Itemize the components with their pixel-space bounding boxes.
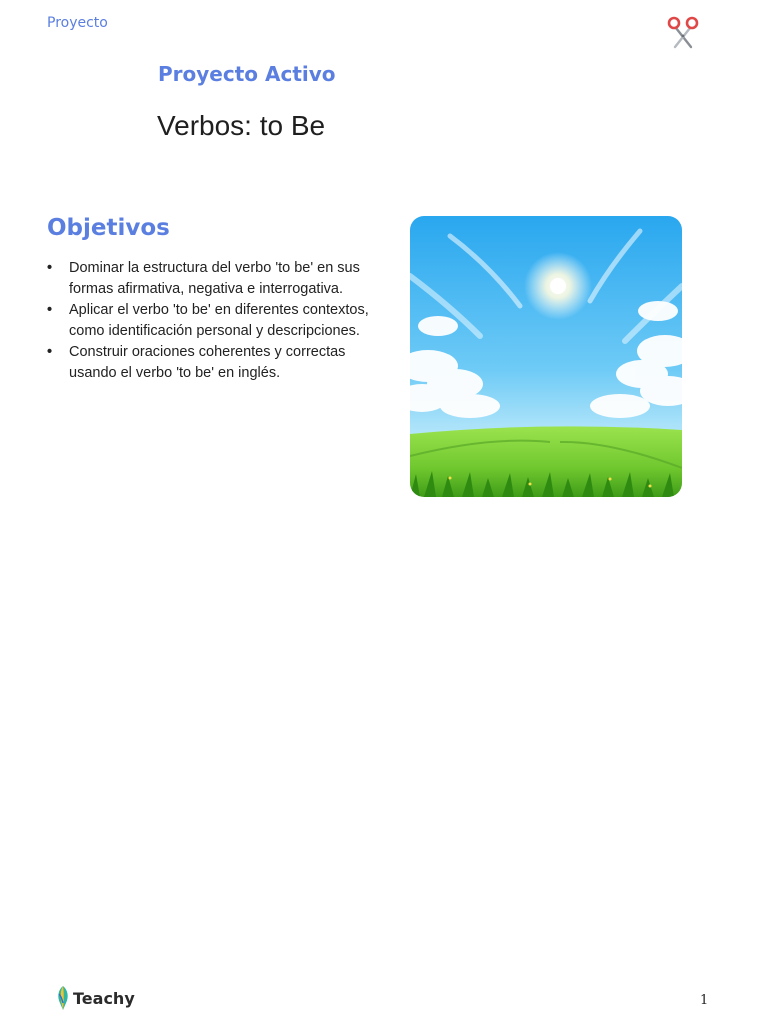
- objective-text: Dominar la estructura del verbo 'to be' en sus formas afirmativa, negativa e interrogativa.: [69, 260, 360, 297]
- teachy-logo-icon: [56, 985, 70, 1011]
- objective-text: Aplicar el verbo 'to be' en diferentes contextos, como identificación personal y descripciones.: [69, 302, 369, 339]
- objective-text: Construir oraciones coherentes y correctas usando el verbo 'to be' en inglés.: [69, 344, 346, 381]
- page-number: 1: [700, 993, 709, 1008]
- header-label: Proyecto: [47, 15, 108, 31]
- teachy-logo: [56, 984, 135, 1012]
- objectives-heading: Objetivos: [47, 215, 170, 241]
- project-status: Proyecto Activo: [158, 62, 336, 86]
- bullet-icon: •: [47, 302, 53, 318]
- sunny-meadow-illustration: [410, 216, 682, 497]
- list-item: [47, 300, 377, 342]
- objectives-list: [47, 258, 377, 384]
- bullet-icon: •: [47, 344, 53, 360]
- bullet-icon: •: [47, 260, 53, 276]
- list-item: [47, 342, 377, 384]
- scissors-icon: [666, 14, 700, 50]
- brand-name: Teachy: [73, 988, 135, 1008]
- list-item: [47, 258, 377, 300]
- page-title: Verbos: to Be: [157, 110, 326, 141]
